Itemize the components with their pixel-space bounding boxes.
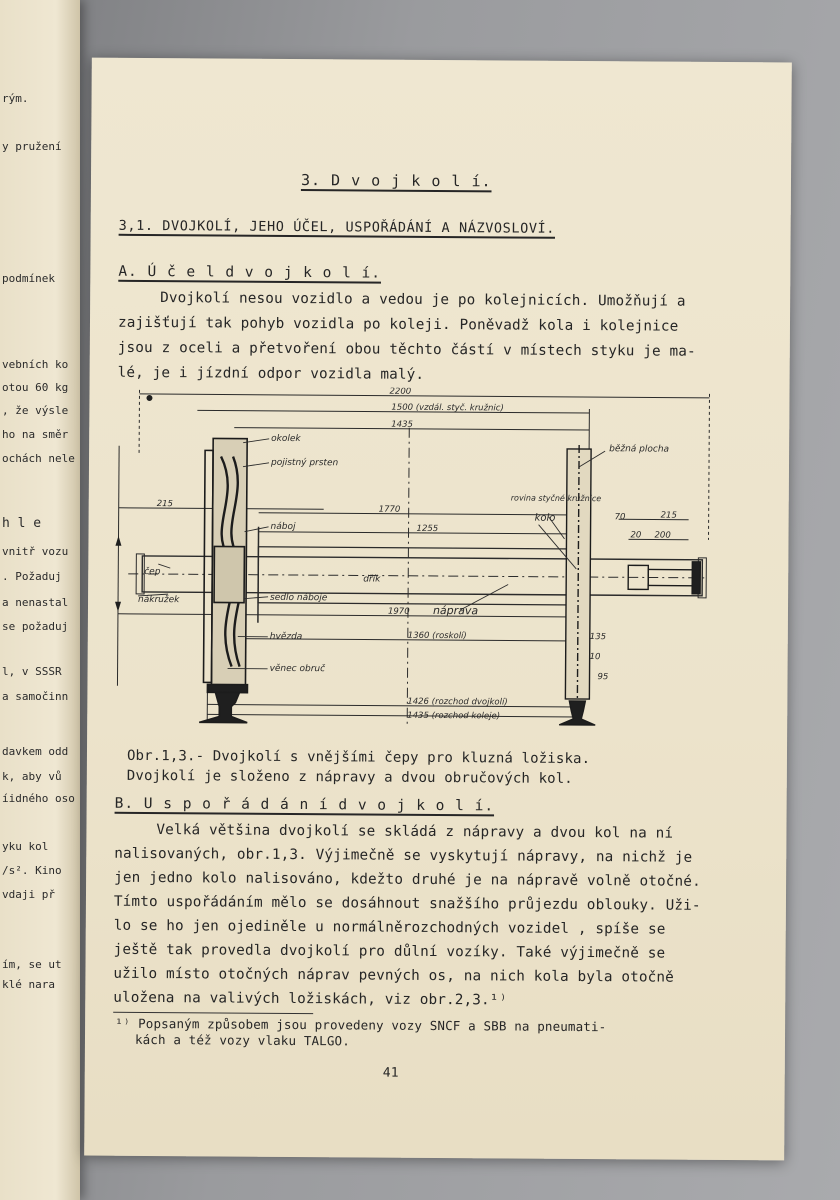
- wheelset-drawing: [107, 386, 719, 750]
- left-fragment: íidného oso: [2, 792, 75, 805]
- footnote-rule: [113, 1012, 313, 1014]
- dim-1435: 1435: [391, 419, 413, 430]
- left-fragment: /s². Kino: [2, 864, 62, 877]
- chapter-title: 3. D v o j k o l í.: [300, 171, 492, 191]
- label-kolo: kolo: [534, 512, 556, 524]
- subsection-b-title: B. U s p o ř á d á n í d v o j k o l í.: [114, 795, 495, 815]
- left-fragment: h l e: [2, 516, 42, 531]
- label-cep: čep: [144, 566, 161, 578]
- label-sedlo: sedlo náboje: [270, 592, 328, 604]
- dim-200: 200: [654, 530, 671, 541]
- dim-2200: 2200: [389, 386, 412, 397]
- dim-1426: 1426 (rozchod dvojkolí): [407, 696, 508, 708]
- dim-1435b: 1435 (rozchod koleje): [407, 710, 501, 722]
- left-fragment: vebních ko: [2, 358, 69, 371]
- paragraph-line: zajišťují tak pohyb vozidla po koleji. Poněvadž kola i kolejnice: [117, 314, 679, 335]
- dim-215-left: 215: [156, 499, 173, 510]
- label-prsten: pojistný prsten: [270, 457, 339, 469]
- left-fragment: k, aby vů: [2, 770, 62, 783]
- label-drik: dřík: [363, 574, 381, 585]
- dim-70: 70: [614, 512, 626, 523]
- paragraph-line: lé, je i jízdní odpor vozidla malý.: [117, 364, 425, 383]
- paragraph-line: užilo místo otočných náprav pevných os, na nich kola byla otočně: [113, 965, 674, 986]
- paragraph-line: nalisovaných, obr.1,3. Výjimečně se vyskytují nápravy, na nichž je: [114, 845, 693, 866]
- page-number: 41: [382, 1065, 399, 1081]
- left-fragment: rým.: [2, 92, 29, 105]
- dim-1500: 1500 (vzdál. styč. kružnic): [391, 402, 504, 414]
- dim-1970: 1970: [387, 606, 410, 617]
- label-naprava: náprava: [432, 603, 479, 618]
- left-fragment: vnitř vozu: [2, 545, 69, 558]
- paragraph-line: Velká většina dvojkolí se skládá z nápravy a dvou kol na ní: [156, 822, 674, 842]
- dim-1255: 1255: [416, 523, 439, 534]
- left-fragment: . Požaduj: [2, 570, 62, 583]
- figure-caption-line: Dvojkolí je složeno z nápravy a dvou obručových kol.: [126, 767, 573, 787]
- paragraph-line: jsou z oceli a přetvoření obou těchto částí v místech styku je ma-: [117, 339, 696, 360]
- paragraph-line: Dvojkolí nesou vozidlo a vedou je po kolejnicích. Umožňují a: [160, 290, 686, 310]
- right-wheel: [559, 445, 701, 726]
- footnote-line: kách a též vozy vlaku TALGO.: [134, 1031, 350, 1049]
- paragraph-line: Tímto uspořádáním mělo se dosáhnout snažšího průjezdu oblouky. Uži-: [113, 893, 701, 914]
- left-page: [0, 0, 80, 1200]
- left-fragment: otou 60 kg: [2, 381, 69, 394]
- left-fragment: podmínek: [2, 272, 55, 285]
- book-page: [84, 58, 792, 1161]
- left-fragment: yku kol: [2, 840, 49, 853]
- left-fragment: ím, se ut: [2, 958, 62, 971]
- paragraph-line: uložena na valivých ložiskách, viz obr.2,3.¹⁾: [113, 989, 508, 1009]
- subsection-a-title: A. Ú č e l d v o j k o l í.: [118, 263, 382, 282]
- left-fragment: a nenastal: [2, 596, 69, 609]
- dim-10: 10: [589, 652, 601, 663]
- figure-caption-line: Obr.1,3.- Dvojkolí s vnějšími čepy pro kluzná ložiska.: [126, 747, 591, 768]
- paragraph-line: lo se ho jen ojediněle u normálněrozchodných vozidel , spíše se: [113, 917, 666, 938]
- label-bezna-plocha: běžná plocha: [609, 444, 670, 455]
- footnote-line: ¹⁾ Popsaným způsobem jsou provedeny vozy SNCF a SBB na pneumati-: [115, 1015, 607, 1035]
- paragraph-line: jen jedno kolo nalisováno, kdežto druhé je na nápravě volně otočné.: [114, 869, 701, 890]
- dim-135: 135: [589, 632, 607, 643]
- left-fragment: a samočinn: [2, 690, 69, 703]
- label-nakruzek: nákružek: [138, 594, 180, 606]
- left-wheel: [199, 438, 249, 722]
- left-fragment: l, v SSSR: [2, 665, 62, 678]
- left-fragment: se požaduj: [2, 620, 69, 633]
- left-fragment: y pružení: [2, 140, 62, 153]
- label-naboj: náboj: [270, 521, 296, 533]
- left-fragment: ho na směr: [2, 428, 69, 441]
- label-okolek: okolek: [271, 433, 301, 445]
- label-hvezda: hvězda: [269, 631, 303, 643]
- left-fragment: vdaji př: [2, 888, 55, 901]
- label-rovina: rovina styčné kružnice: [510, 493, 602, 504]
- dim-20: 20: [630, 530, 642, 541]
- paragraph-line: ještě tak provedla dvojkolí pro důlní vozíky. Také výjimečně se: [113, 941, 666, 962]
- dim-95: 95: [597, 672, 609, 683]
- left-fragment: davkem odd: [2, 745, 69, 758]
- left-fragment: , že výsle: [2, 404, 69, 417]
- dim-1770: 1770: [378, 504, 401, 515]
- dim-215-right: 215: [660, 510, 677, 521]
- dim-1360: 1360 (roskolí): [407, 630, 467, 642]
- label-venec-obruc: věnec obruč: [269, 663, 326, 675]
- section-title: 3,1. DVOJKOLÍ, JEHO ÚČEL, USPOŘÁDÁNÍ A NÁZVOSLOVÍ.: [118, 217, 556, 237]
- left-fragment: klé nara: [2, 978, 55, 991]
- left-fragment: ochách nele: [2, 452, 75, 465]
